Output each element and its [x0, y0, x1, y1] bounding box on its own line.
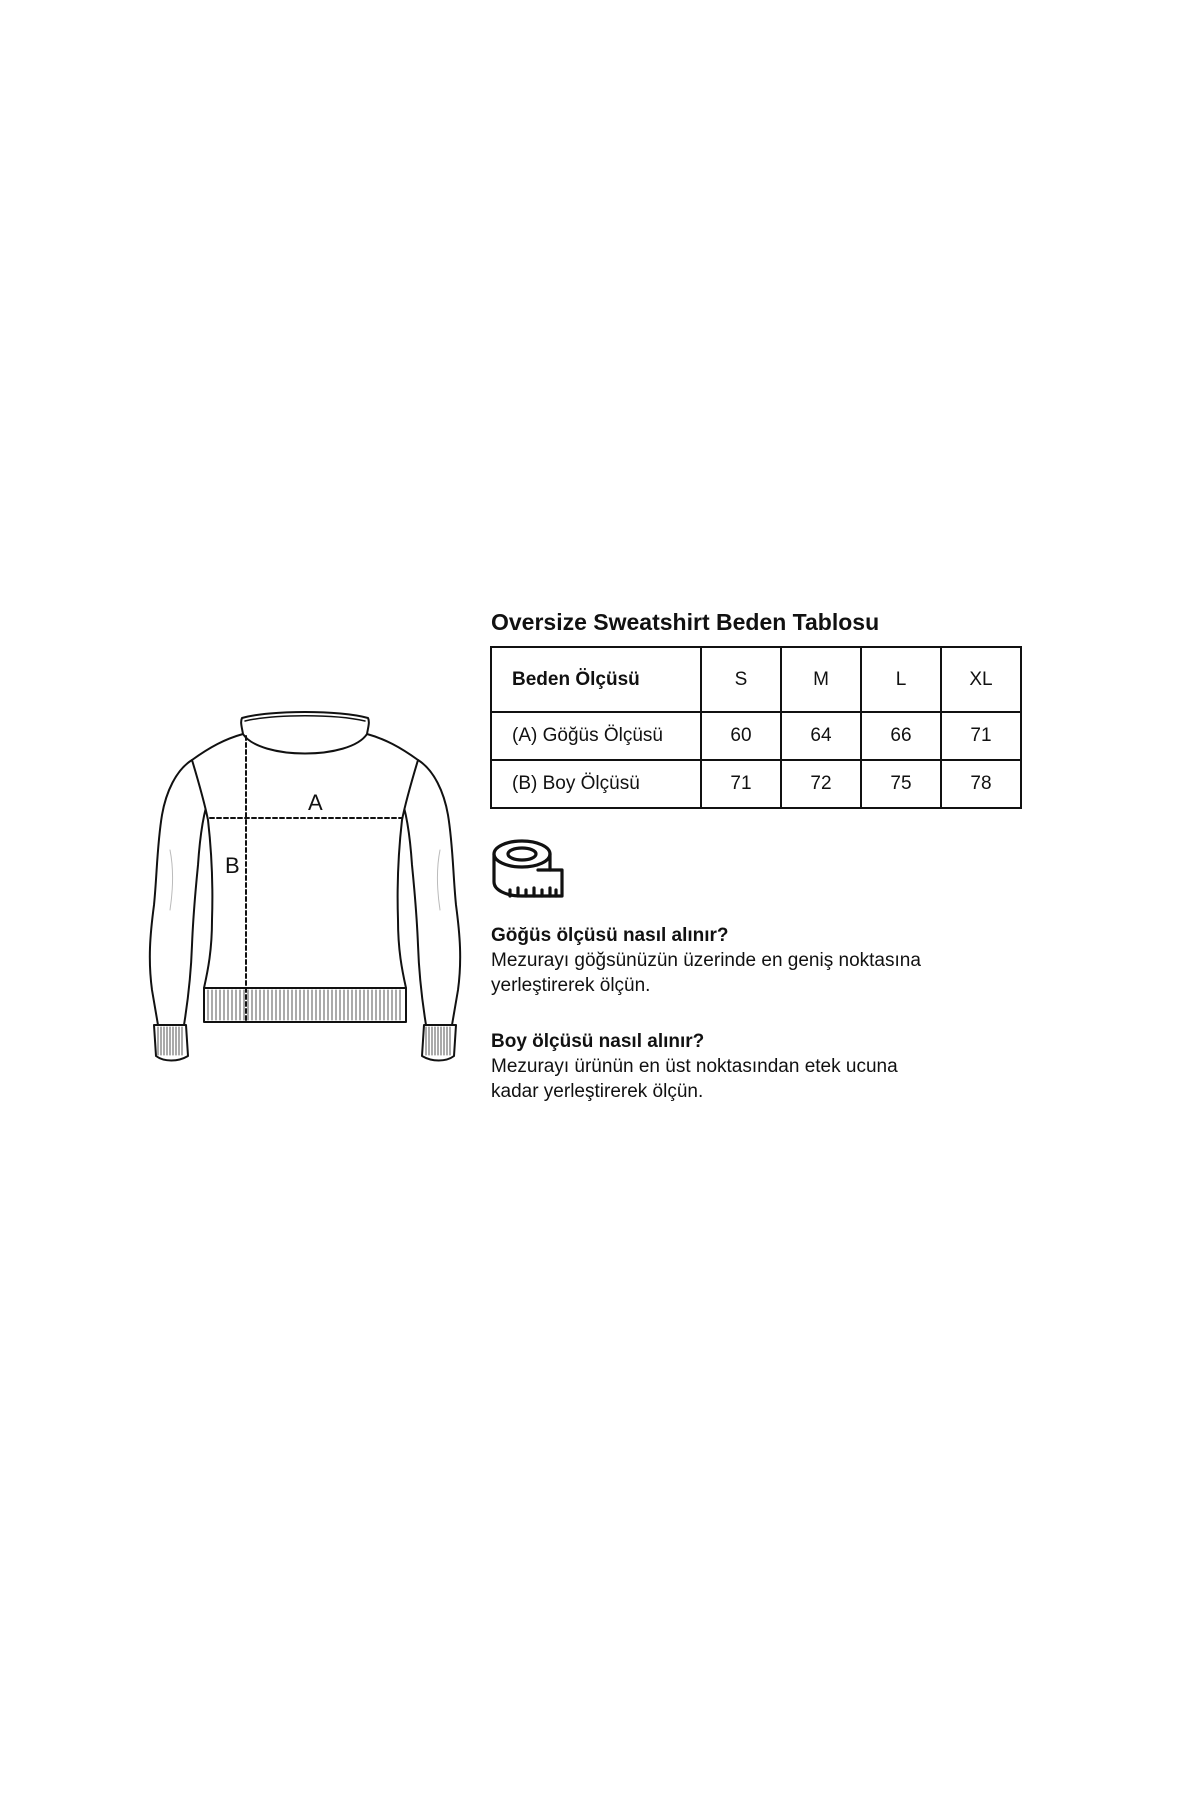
table-cell: 66: [861, 712, 941, 760]
chest-info: [491, 923, 1011, 998]
table-cell: 71: [701, 760, 781, 808]
sweatshirt-icon: [140, 700, 470, 1080]
table-header-cell: Beden Ölçüsü: [491, 647, 701, 712]
table-cell: (A) Göğüs Ölçüsü: [491, 712, 701, 760]
measuring-tape-icon: [490, 836, 566, 898]
table-row: [491, 712, 1021, 760]
chest-answer-line2: yerleştirerek ölçün.: [491, 975, 651, 996]
length-info: [491, 1029, 1011, 1104]
length-question: Boy ölçüsü nasıl alınır?: [491, 1031, 705, 1052]
chest-question: Göğüs ölçüsü nasıl alınır?: [491, 925, 729, 946]
sweatshirt-diagram: [140, 700, 470, 1080]
table-header-cell: XL: [941, 647, 1021, 712]
table-header-cell: S: [701, 647, 781, 712]
label-a: A: [308, 790, 323, 815]
label-b: B: [225, 853, 240, 878]
table-cell: 75: [861, 760, 941, 808]
chest-answer-line1: Mezurayı göğsünüzün üzerinde en geniş noktasına: [491, 950, 921, 971]
length-answer-line1: Mezurayı ürünün en üst noktasından etek ucuna: [491, 1056, 898, 1077]
table-cell: (B) Boy Ölçüsü: [491, 760, 701, 808]
table-cell: 72: [781, 760, 861, 808]
table-header-cell: M: [781, 647, 861, 712]
table-row: [491, 760, 1021, 808]
size-table: [490, 646, 1022, 809]
table-cell: 64: [781, 712, 861, 760]
table-cell: 71: [941, 712, 1021, 760]
length-answer-line2: kadar yerleştirerek ölçün.: [491, 1081, 704, 1102]
table-cell: 78: [941, 760, 1021, 808]
size-chart-title: Oversize Sweatshirt Beden Tablosu: [491, 609, 880, 635]
table-header-row: [491, 647, 1021, 712]
table-cell: 60: [701, 712, 781, 760]
table-header-cell: L: [861, 647, 941, 712]
